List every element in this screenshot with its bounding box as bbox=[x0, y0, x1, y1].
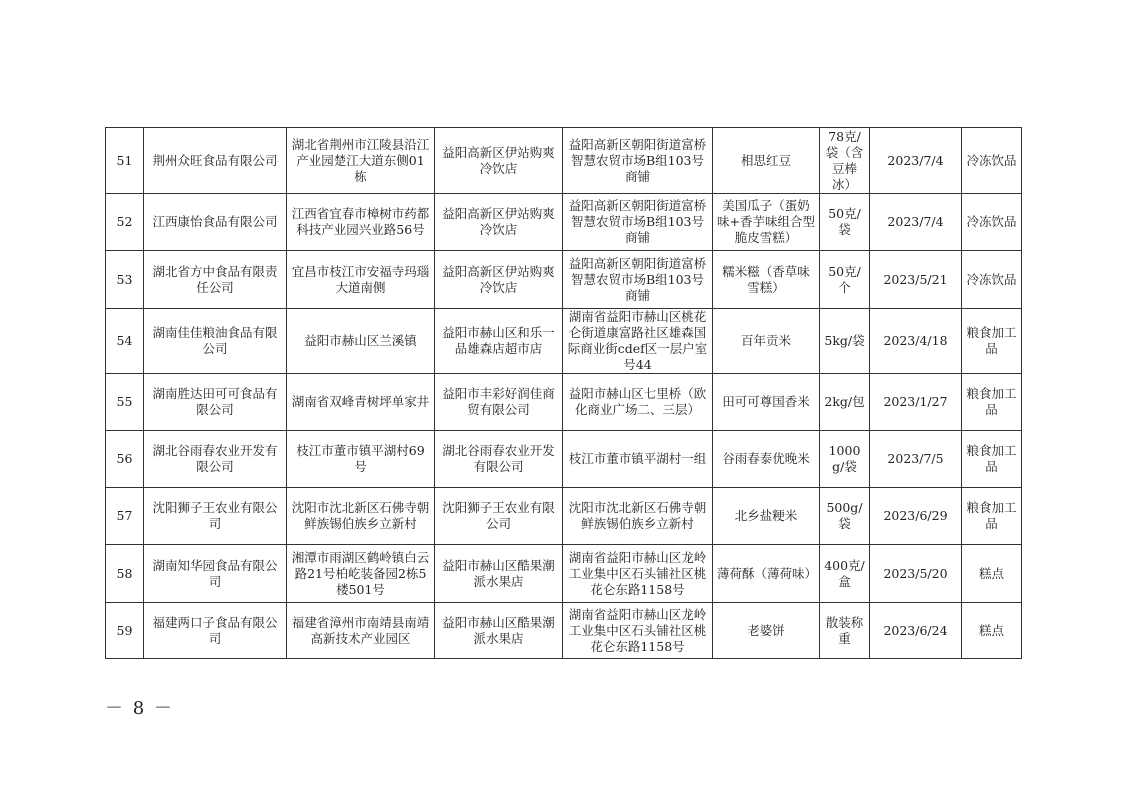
sampled-unit-name-cell: 益阳高新区伊站购爽冷饮店 bbox=[435, 251, 563, 309]
row-number-cell: 56 bbox=[106, 431, 144, 488]
food-category-cell: 糕点 bbox=[962, 603, 1022, 659]
sampled-unit-address-cell: 益阳高新区朝阳街道富桥智慧农贸市场B组103号商铺 bbox=[563, 128, 713, 194]
producer-name-cell: 湖北谷雨春农业开发有限公司 bbox=[144, 431, 287, 488]
production-date-cell: 2023/6/29 bbox=[870, 488, 962, 545]
producer-name-cell: 湖南知华园食品有限公司 bbox=[144, 545, 287, 603]
producer-name-cell: 荆州众旺食品有限公司 bbox=[144, 128, 287, 194]
food-category-cell: 粮食加工品 bbox=[962, 309, 1022, 374]
row-number-cell: 53 bbox=[106, 251, 144, 309]
producer-address-cell: 枝江市董市镇平湖村69号 bbox=[287, 431, 435, 488]
product-spec-cell: 5kg/袋 bbox=[820, 309, 870, 374]
product-name-cell: 美国瓜子（蛋奶味+香芋味组合型脆皮雪糕） bbox=[713, 194, 820, 251]
food-category-cell: 冷冻饮品 bbox=[962, 194, 1022, 251]
product-spec-cell: 1000g/袋 bbox=[820, 431, 870, 488]
product-spec-cell: 50克/个 bbox=[820, 251, 870, 309]
row-number-cell: 55 bbox=[106, 374, 144, 431]
sampled-unit-address-cell: 益阳市赫山区七里桥（欧化商业广场二、三层） bbox=[563, 374, 713, 431]
row-number-cell: 52 bbox=[106, 194, 144, 251]
producer-address-cell: 福建省漳州市南靖县南靖高新技术产业园区 bbox=[287, 603, 435, 659]
row-number-cell: 54 bbox=[106, 309, 144, 374]
sampled-unit-address-cell: 湖南省益阳市赫山区龙岭工业集中区石头铺社区桃花仑东路1158号 bbox=[563, 545, 713, 603]
food-category-cell: 冷冻饮品 bbox=[962, 128, 1022, 194]
production-date-cell: 2023/7/4 bbox=[870, 128, 962, 194]
product-name-cell: 谷雨春泰优晚米 bbox=[713, 431, 820, 488]
production-date-cell: 2023/1/27 bbox=[870, 374, 962, 431]
sampled-unit-name-cell: 湖北谷雨春农业开发有限公司 bbox=[435, 431, 563, 488]
sampled-unit-address-cell: 枝江市董市镇平湖村一组 bbox=[563, 431, 713, 488]
sampled-unit-address-cell: 沈阳市沈北新区石佛寺朝鲜族锡伯族乡立新村 bbox=[563, 488, 713, 545]
row-number-cell: 59 bbox=[106, 603, 144, 659]
sampled-unit-name-cell: 益阳市赫山区和乐一品雄森店超市店 bbox=[435, 309, 563, 374]
sampled-unit-name-cell: 益阳市赫山区酷果潮派水果店 bbox=[435, 545, 563, 603]
product-spec-cell: 78克/袋（含豆棒冰） bbox=[820, 128, 870, 194]
table-row bbox=[106, 128, 1022, 194]
food-category-cell: 冷冻饮品 bbox=[962, 251, 1022, 309]
producer-address-cell: 湘潭市雨湖区鹤岭镇白云路21号柏屹装备园2栋5楼501号 bbox=[287, 545, 435, 603]
production-date-cell: 2023/5/21 bbox=[870, 251, 962, 309]
table-row bbox=[106, 309, 1022, 374]
sampled-unit-name-cell: 益阳高新区伊站购爽冷饮店 bbox=[435, 128, 563, 194]
product-name-cell: 相思红豆 bbox=[713, 128, 820, 194]
product-name-cell: 老婆饼 bbox=[713, 603, 820, 659]
production-date-cell: 2023/7/4 bbox=[870, 194, 962, 251]
producer-name-cell: 湖南胜达田可可食品有限公司 bbox=[144, 374, 287, 431]
producer-name-cell: 湖北省方中食品有限责任公司 bbox=[144, 251, 287, 309]
producer-name-cell: 沈阳狮子王农业有限公司 bbox=[144, 488, 287, 545]
sampling-results-table bbox=[105, 127, 1022, 659]
food-category-cell: 糕点 bbox=[962, 545, 1022, 603]
producer-name-cell: 江西康怡食品有限公司 bbox=[144, 194, 287, 251]
table-row bbox=[106, 374, 1022, 431]
product-spec-cell: 散装称重 bbox=[820, 603, 870, 659]
row-number-cell: 57 bbox=[106, 488, 144, 545]
producer-address-cell: 江西省宜春市樟树市药都科技产业园兴业路56号 bbox=[287, 194, 435, 251]
row-number-cell: 51 bbox=[106, 128, 144, 194]
production-date-cell: 2023/5/20 bbox=[870, 545, 962, 603]
sampled-unit-address-cell: 益阳高新区朝阳街道富桥智慧农贸市场B组103号商铺 bbox=[563, 251, 713, 309]
table-row bbox=[106, 431, 1022, 488]
product-name-cell: 薄荷酥（薄荷味） bbox=[713, 545, 820, 603]
production-date-cell: 2023/4/18 bbox=[870, 309, 962, 374]
table-row bbox=[106, 251, 1022, 309]
producer-address-cell: 沈阳市沈北新区石佛寺朝鲜族锡伯族乡立新村 bbox=[287, 488, 435, 545]
sampled-unit-name-cell: 益阳市赫山区酷果潮派水果店 bbox=[435, 603, 563, 659]
producer-name-cell: 湖南佳佳粮油食品有限公司 bbox=[144, 309, 287, 374]
sampled-unit-name-cell: 益阳高新区伊站购爽冷饮店 bbox=[435, 194, 563, 251]
producer-address-cell: 宜昌市枝江市安福寺玛瑙大道南侧 bbox=[287, 251, 435, 309]
table-row bbox=[106, 194, 1022, 251]
producer-name-cell: 福建两口子食品有限公司 bbox=[144, 603, 287, 659]
product-spec-cell: 500g/袋 bbox=[820, 488, 870, 545]
producer-address-cell: 湖南省双峰青树坪单家井 bbox=[287, 374, 435, 431]
table-row bbox=[106, 545, 1022, 603]
product-name-cell: 北乡盐粳米 bbox=[713, 488, 820, 545]
row-number-cell: 58 bbox=[106, 545, 144, 603]
product-name-cell: 百年贡米 bbox=[713, 309, 820, 374]
producer-address-cell: 湖北省荆州市江陵县沿江产业园楚江大道东侧01栋 bbox=[287, 128, 435, 194]
sampled-unit-address-cell: 益阳高新区朝阳街道富桥智慧农贸市场B组103号商铺 bbox=[563, 194, 713, 251]
producer-address-cell: 益阳市赫山区兰溪镇 bbox=[287, 309, 435, 374]
table-row bbox=[106, 603, 1022, 659]
production-date-cell: 2023/6/24 bbox=[870, 603, 962, 659]
food-category-cell: 粮食加工品 bbox=[962, 488, 1022, 545]
sampled-unit-name-cell: 益阳市丰彩好润佳商贸有限公司 bbox=[435, 374, 563, 431]
sampled-unit-name-cell: 沈阳狮子王农业有限公司 bbox=[435, 488, 563, 545]
product-name-cell: 田可可尊国香米 bbox=[713, 374, 820, 431]
product-spec-cell: 50克/袋 bbox=[820, 194, 870, 251]
product-spec-cell: 2kg/包 bbox=[820, 374, 870, 431]
page-number: － 8 － bbox=[105, 698, 174, 719]
food-category-cell: 粮食加工品 bbox=[962, 374, 1022, 431]
product-name-cell: 糯米糍（香草味雪糕） bbox=[713, 251, 820, 309]
product-spec-cell: 400克/盒 bbox=[820, 545, 870, 603]
table-row bbox=[106, 488, 1022, 545]
table-body bbox=[106, 128, 1022, 659]
food-category-cell: 粮食加工品 bbox=[962, 431, 1022, 488]
production-date-cell: 2023/7/5 bbox=[870, 431, 962, 488]
sampled-unit-address-cell: 湖南省益阳市赫山区桃花仑街道康富路社区雄森国际商业街cdef区一层户室号44 bbox=[563, 309, 713, 374]
sampled-unit-address-cell: 湖南省益阳市赫山区龙岭工业集中区石头铺社区桃花仑东路1158号 bbox=[563, 603, 713, 659]
